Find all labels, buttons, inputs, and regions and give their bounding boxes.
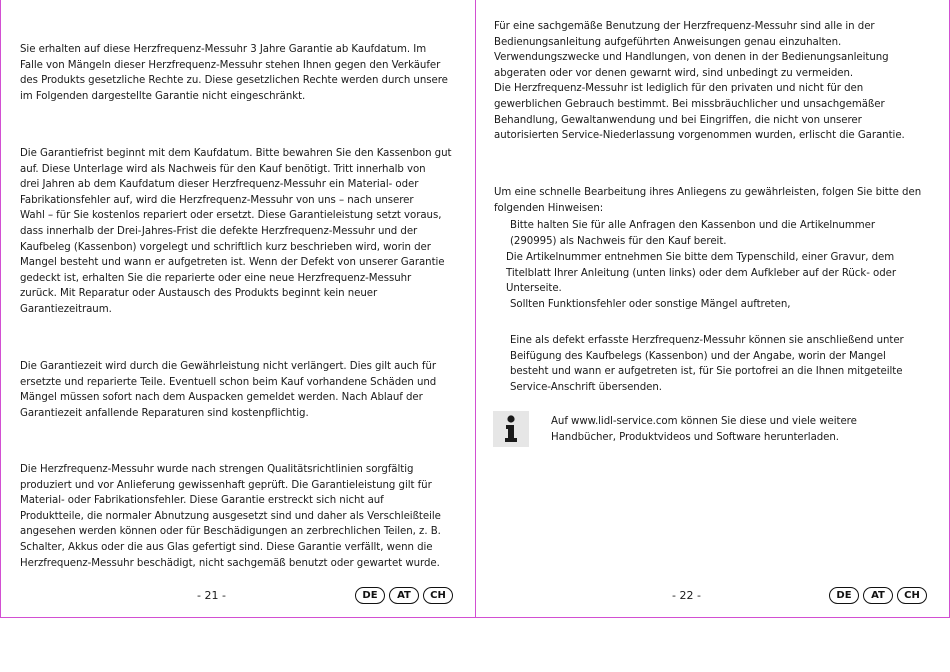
text-line: produziert und vor Anlieferung gewissenhaft geprüft. Die Garantieleistung gilt für	[20, 479, 432, 491]
guarantee-period-paragraph	[20, 146, 451, 318]
text-line: dass innerhalb der Drei-Jahres-Frist die defekte Herzfrequenz-Messuhr und der	[20, 225, 418, 237]
text-line: Bitte halten Sie für alle Anfragen den Kassenbon und die Artikelnummer	[510, 220, 876, 231]
text-line: Sollten Funktionsfehler oder sonstige Mängel auftreten,	[510, 299, 791, 310]
text-line: Service-Anschrift übersenden.	[510, 381, 662, 393]
warranty-scope-paragraph	[20, 462, 441, 571]
text-line: Herzfrequenz-Messuhr beschädigt, nicht sachgemäß benutzt oder gewartet wurde.	[20, 557, 440, 569]
text-line: Fabrikationsfehler auf, wird die Herzfrequenz-Messuhr von uns – nach unserer	[20, 194, 414, 206]
guarantee-intro-paragraph	[20, 42, 448, 104]
instruction-item	[510, 218, 875, 249]
country-badge-ch: CH	[423, 587, 453, 604]
text-line: Um eine schnelle Bearbeitung ihres Anliegens zu gewährleisten, folgen Sie bitte den	[494, 187, 922, 198]
text-line: besteht und wann er aufgetreten ist, für Sie portofrei an die Ihnen mitgeteilte	[510, 366, 903, 378]
text-line: Material- oder Fabrikationsfehler. Diese Garantie erstreckt sich nicht auf	[20, 495, 384, 507]
text-line: (290995) als Nachweis für den Kauf bereit.	[510, 235, 727, 247]
text-line: Handbücher, Produktvideos und Software herunterladen.	[551, 431, 839, 443]
text-line: Verwendungszwecke und Handlungen, von denen in der Bedienungsanleitung	[494, 52, 889, 64]
instruction-item	[510, 297, 790, 313]
warranty-extension-paragraph	[20, 359, 436, 421]
instruction-item	[510, 333, 904, 395]
instruction-item	[506, 250, 896, 297]
text-line: Unterseite.	[506, 283, 562, 295]
text-line: auf. Diese Unterlage wird als Nachweis für den Kauf benötigt. Tritt innerhalb von	[20, 163, 426, 175]
text-line: Beifügung des Kaufbelegs (Kassenbon) und der Angabe, worin der Mangel	[510, 350, 886, 362]
text-line: Die Artikelnummer entnehmen Sie bitte dem Typenschild, einer Gravur, dem	[506, 252, 895, 263]
proper-use-paragraph	[494, 19, 905, 144]
service-intro-paragraph	[494, 185, 921, 216]
text-line: Falle von Mängeln dieser Herzfrequenz-Messuhr stehen Ihnen gegen den Verkäufer	[20, 59, 441, 71]
text-line: Die Garantiezeit wird durch die Gewährleistung nicht verlängert. Dies gilt auch für	[20, 361, 436, 372]
text-line: Die Garantiefrist beginnt mit dem Kaufdatum. Bitte bewahren Sie den Kassenbon gut	[20, 148, 452, 159]
text-line: Sie erhalten auf diese Herzfrequenz-Messuhr 3 Jahre Garantie ab Kaufdatum. Im	[20, 44, 427, 55]
text-line: gedeckt ist, erhalten Sie die reparierte oder eine neue Herzfrequenz-Messuhr	[20, 272, 412, 284]
text-line: ersetzte und reparierte Teile. Eventuell schon beim Kauf vorhandene Schäden und	[20, 376, 437, 388]
text-line: Garantiezeit anfallende Reparaturen sind kostenpflichtig.	[20, 407, 309, 419]
page-right	[475, 0, 950, 618]
country-badge-de: DE	[829, 587, 859, 604]
text-line: angesehen werden können oder für Beschädigungen an zerbrechlichen Teilen, z. B.	[20, 526, 441, 538]
text-line: Die Herzfrequenz-Messuhr wurde nach strengen Qualitätsrichtlinien sorgfältig	[20, 464, 414, 475]
text-line: Die Herzfrequenz-Messuhr ist lediglich für den privaten und nicht für den	[494, 83, 864, 95]
text-line: Kaufbeleg (Kassenbon) vorgelegt und schriftlich kurz beschrieben wird, worin der	[20, 241, 431, 253]
text-line: gewerblichen Gebrauch bestimmt. Bei missbräuchlicher und unsachgemäßer	[494, 98, 885, 110]
text-line: autorisierten Service-Niederlassung vorgenommen wurden, erlischt die Garantie.	[494, 130, 905, 142]
text-line: Behandlung, Gewaltanwendung und bei Eingriffen, die nicht von unserer	[494, 114, 862, 126]
text-line: Auf www.lidl-service.com können Sie diese und viele weitere	[551, 416, 857, 427]
country-badge-at: AT	[389, 587, 419, 604]
text-line: drei Jahren ab dem Kaufdatum dieser Herzfrequenz-Messuhr ein Material- oder	[20, 179, 419, 191]
text-line: Bedienungsanleitung aufgeführten Anweisungen genau einzuhalten.	[494, 36, 842, 48]
text-line: folgenden Hinweisen:	[494, 202, 604, 214]
page-number: - 21 -	[197, 589, 226, 602]
country-badges	[829, 587, 927, 604]
country-badges	[355, 587, 453, 604]
text-line: Mängel müssen sofort nach dem Auspacken gemeldet werden. Nach Ablauf der	[20, 392, 423, 404]
text-line: Schalter, Akkus oder die aus Glas gefertigt sind. Diese Garantie verfällt, wenn die	[20, 541, 433, 553]
text-line: Produktteile, die normaler Abnutzung ausgesetzt sind und daher als Verschleißteile	[20, 510, 441, 522]
page-left	[0, 0, 476, 618]
text-line: Mangel besteht und wann er aufgetreten ist. Wenn der Defekt von unserer Garantie	[20, 257, 445, 269]
page-number: - 22 -	[672, 589, 701, 602]
country-badge-ch: CH	[897, 587, 927, 604]
country-badge-at: AT	[863, 587, 893, 604]
text-line: zurück. Mit Reparatur oder Austausch des Produkts beginnt kein neuer	[20, 288, 378, 300]
text-line: Für eine sachgemäße Benutzung der Herzfrequenz-Messuhr sind alle in der	[494, 21, 875, 32]
info-icon	[493, 411, 529, 447]
text-line: Titelblatt Ihrer Anleitung (unten links) oder dem Aufkleber auf der Rück- oder	[506, 267, 896, 279]
info-note	[551, 414, 857, 445]
text-line: abgeraten oder vor denen gewarnt wird, sind unbedingt zu vermeiden.	[494, 67, 854, 79]
text-line: des Produkts gesetzliche Rechte zu. Diese gesetzlichen Rechte werden durch unsere	[20, 75, 448, 87]
text-line: Wahl – für Sie kostenlos repariert oder ersetzt. Diese Garantieleistung setzt voraus,	[20, 210, 442, 222]
text-line: im Folgenden dargestellte Garantie nicht eingeschränkt.	[20, 90, 306, 102]
country-badge-de: DE	[355, 587, 385, 604]
text-line: Eine als defekt erfasste Herzfrequenz-Messuhr können sie anschließend unter	[510, 335, 904, 346]
text-line: Garantiezeitraum.	[20, 303, 112, 315]
